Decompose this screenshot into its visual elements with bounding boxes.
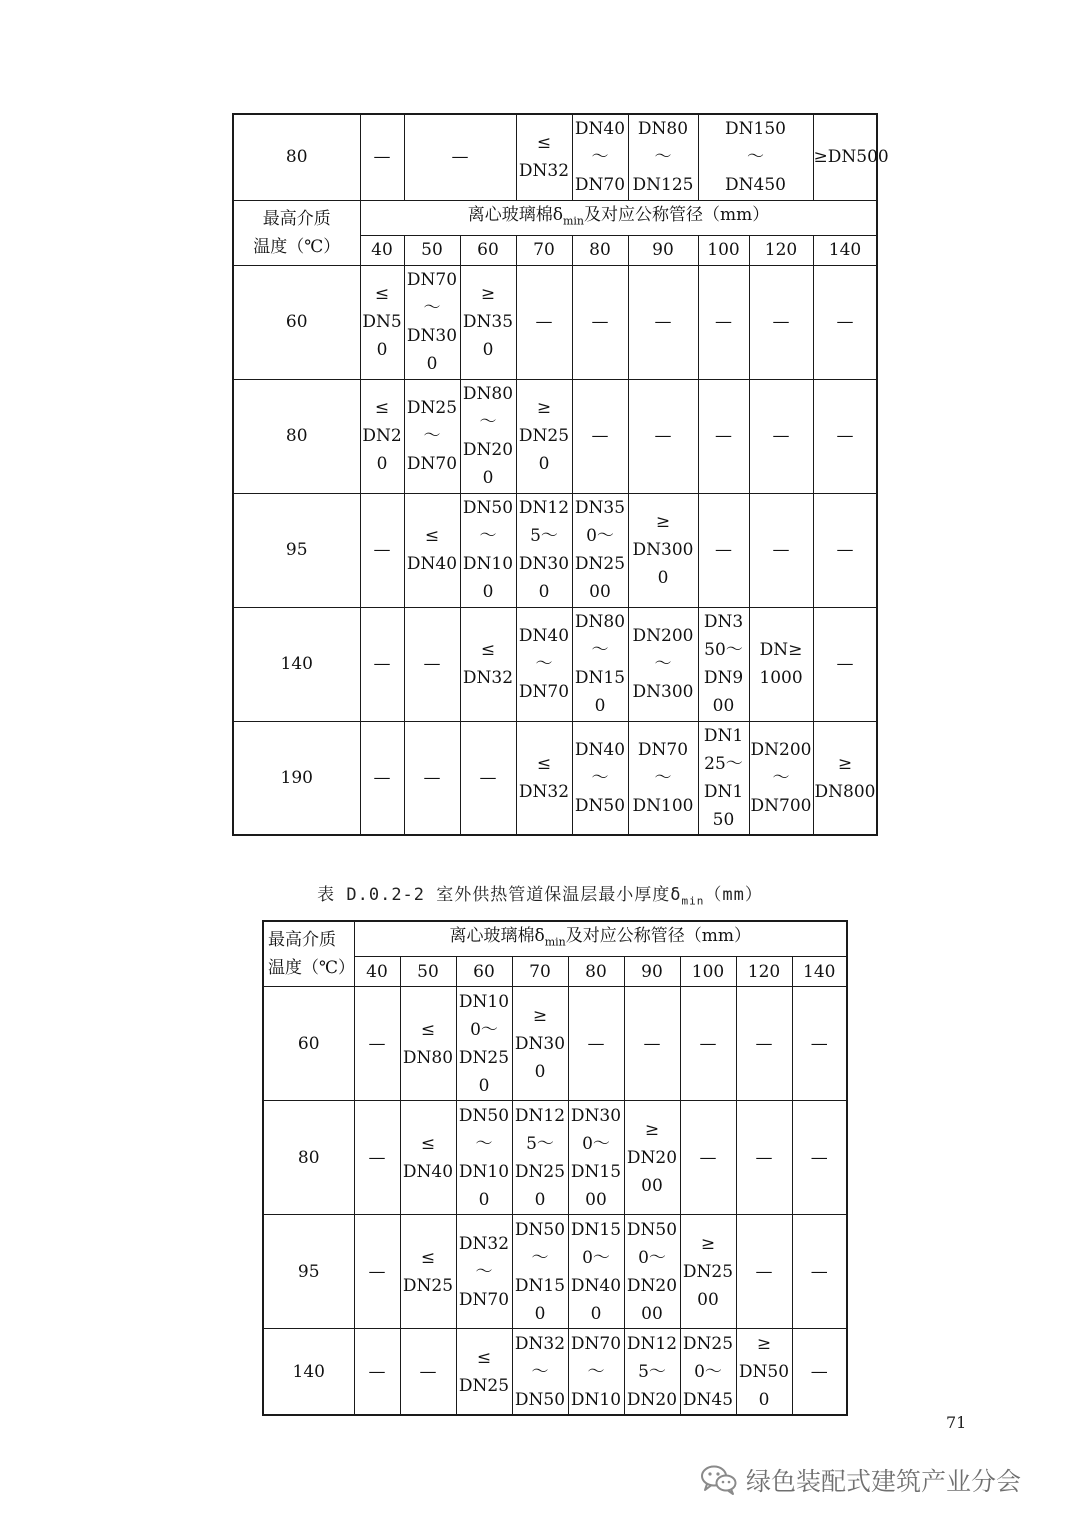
table-cell: DN40 ～ DN50: [572, 721, 628, 835]
table-cell: DN80 ～ DN15 0: [572, 607, 628, 721]
insulation-table-1: [232, 113, 889, 836]
column-group-header: [354, 921, 847, 957]
table-cell: DN25 0～ DN45: [680, 1329, 736, 1415]
table-cell: —: [749, 265, 813, 379]
table-cell: —: [624, 987, 680, 1101]
table-cell: —: [698, 379, 749, 493]
table-cell: DN3 50～ DN9 00: [698, 607, 749, 721]
table-cell: —: [736, 987, 792, 1101]
table-cell: —: [572, 265, 628, 379]
table-cell: —: [680, 987, 736, 1101]
temperature-cell: 60: [263, 987, 354, 1101]
table-cell: DN40 ～ DN70: [516, 607, 572, 721]
table-cell: DN25 ～ DN70: [404, 379, 460, 493]
table-cell: DN35 0～ DN25 00: [572, 493, 628, 607]
caption-text: 表 D.0.2-2 室外供热管道保温层最小厚度δ: [317, 885, 682, 905]
table-cell: DN50 ～ DN10 0: [460, 493, 516, 607]
table-cell: —: [749, 493, 813, 607]
table-cell: —: [568, 987, 624, 1101]
table-cell: —: [354, 1101, 400, 1215]
corner-header: 最高介质 温度（℃）: [233, 200, 360, 265]
table-cell: —: [792, 987, 847, 1101]
column-header: 100: [680, 957, 736, 987]
table-cell: —: [736, 1101, 792, 1215]
table-cell: ≥ DN35 0: [460, 265, 516, 379]
watermark: [700, 1460, 1021, 1500]
table-cell: ≥ DN50 0: [736, 1329, 792, 1415]
table-row: [233, 265, 877, 379]
table-cell: DN150 ～ DN450: [698, 114, 813, 200]
column-header: 60: [460, 235, 516, 265]
table-cell: —: [360, 607, 404, 721]
table-cell: DN32 ～ DN70: [456, 1215, 512, 1329]
group-header-text: 离心玻璃棉δ: [449, 926, 545, 946]
table-cell: —: [460, 721, 516, 835]
table-cell: DN200 ～ DN300: [628, 607, 698, 721]
temperature-cell: 95: [233, 493, 360, 607]
column-header: 40: [360, 235, 404, 265]
column-header: 50: [404, 235, 460, 265]
table-cell: DN10 0～ DN25 0: [456, 987, 512, 1101]
group-header-sub: min: [544, 935, 566, 949]
caption-sub: min: [681, 894, 705, 908]
table-cell: DN32 ～ DN50: [512, 1329, 568, 1415]
column-header: 50: [400, 957, 456, 987]
table-cell: —: [792, 1329, 847, 1415]
table-cell: ≤ DN40: [400, 1101, 456, 1215]
table-cell: ≥ DN20 00: [624, 1101, 680, 1215]
table-cell: DN70 ～ DN100: [628, 721, 698, 835]
table-cell: —: [813, 493, 877, 607]
table-cell: DN80 ～ DN125: [628, 114, 698, 200]
table-cell: —: [792, 1101, 847, 1215]
table-row: [263, 1101, 847, 1215]
table-cell: ≥ DN30 0: [512, 987, 568, 1101]
table-cell: DN12 5～ DN20: [624, 1329, 680, 1415]
table-cell: DN15 0～ DN40 0: [568, 1215, 624, 1329]
temperature-cell: 80: [233, 114, 360, 200]
table-cell: —: [360, 114, 404, 200]
table-cell: DN50 ～ DN15 0: [512, 1215, 568, 1329]
caption-unit: （mm）: [704, 885, 763, 905]
table-row: [263, 1215, 847, 1329]
table-cell: —: [792, 1215, 847, 1329]
group-header-sub: min: [562, 213, 585, 227]
page-number: 71: [946, 1413, 967, 1432]
table-cell: —: [572, 379, 628, 493]
table-cell: ≤ DN32: [460, 607, 516, 721]
column-header: 40: [354, 957, 400, 987]
temperature-cell: 80: [263, 1101, 354, 1215]
table-cell: —: [404, 607, 460, 721]
table-cell: —: [400, 1329, 456, 1415]
table-cell: ≥ DN300 0: [628, 493, 698, 607]
table-cell: ≤ DN5 0: [360, 265, 404, 379]
wechat-icon: [700, 1464, 738, 1496]
temperature-cell: 95: [263, 1215, 354, 1329]
table-cell: DN30 0～ DN15 00: [568, 1101, 624, 1215]
table-cell: DN40 ～ DN70: [572, 114, 628, 200]
table-cell: —: [628, 265, 698, 379]
table-row: [233, 114, 877, 200]
corner-header: 最高介质 温度（℃）: [263, 921, 354, 987]
group-header-text: 离心玻璃棉δ: [467, 204, 563, 225]
column-header: 140: [813, 235, 877, 265]
column-header: 80: [572, 235, 628, 265]
column-group-header: [360, 200, 877, 235]
table-cell: ≥DN500: [813, 114, 877, 200]
temperature-cell: 190: [233, 721, 360, 835]
table-cell: —: [516, 265, 572, 379]
column-header: 90: [628, 235, 698, 265]
table-cell: ≤ DN32: [516, 114, 572, 200]
table-header-row: [263, 921, 847, 957]
table-cell: —: [813, 265, 877, 379]
table-cell: DN70 ～ DN30 0: [404, 265, 460, 379]
table-cell: —: [749, 379, 813, 493]
table-row: [233, 493, 877, 607]
table-cell: ≤ DN32: [516, 721, 572, 835]
table-cell: —: [813, 607, 877, 721]
insulation-table-2: [262, 920, 848, 1416]
watermark-text: 绿色装配式建筑产业分会: [746, 1467, 1022, 1496]
table-cell: —: [628, 379, 698, 493]
table-cell: —: [698, 493, 749, 607]
table-cell: DN200 ～ DN700: [749, 721, 813, 835]
table-cell: DN1 25～ DN1 50: [698, 721, 749, 835]
table-cell: —: [680, 1101, 736, 1215]
table-row: [263, 1329, 847, 1415]
table-cell: DN50 0～ DN20 00: [624, 1215, 680, 1329]
column-header: 70: [516, 235, 572, 265]
table-cell: ≤ DN25: [400, 1215, 456, 1329]
table-row: [233, 379, 877, 493]
column-header: 120: [736, 957, 792, 987]
table-cell: ≤ DN40: [404, 493, 460, 607]
table-cell: —: [813, 379, 877, 493]
table-caption: [0, 880, 1080, 907]
table-cell: ≤ DN2 0: [360, 379, 404, 493]
temperature-cell: 60: [233, 265, 360, 379]
table-header-row: [233, 200, 877, 235]
table-cell: DN12 5～ DN25 0: [512, 1101, 568, 1215]
column-header: 120: [749, 235, 813, 265]
table-cell: DN70 ～ DN10: [568, 1329, 624, 1415]
column-header: 100: [698, 235, 749, 265]
table-cell: —: [354, 1215, 400, 1329]
column-header: 60: [456, 957, 512, 987]
table-cell: —: [698, 265, 749, 379]
group-header-suffix: 及对应公称管径（mm）: [565, 926, 752, 946]
table-cell: DN80 ～ DN20 0: [460, 379, 516, 493]
table-cell: —: [360, 721, 404, 835]
table-cell: —: [354, 987, 400, 1101]
table-cell: —: [736, 1215, 792, 1329]
temperature-cell: 140: [233, 607, 360, 721]
table-cell: ≥ DN800: [813, 721, 877, 835]
temperature-cell: 140: [263, 1329, 354, 1415]
table-cell: DN≥ 1000: [749, 607, 813, 721]
table-cell: DN12 5～ DN30 0: [516, 493, 572, 607]
temperature-cell: 80: [233, 379, 360, 493]
table-cell: ≤ DN80: [400, 987, 456, 1101]
column-header: 140: [792, 957, 847, 987]
column-header: 90: [624, 957, 680, 987]
table-cell: ≤ DN25: [456, 1329, 512, 1415]
table-row: [233, 721, 877, 835]
table-row: [263, 987, 847, 1101]
table-cell: ≥ DN25 0: [516, 379, 572, 493]
table-cell: —: [354, 1329, 400, 1415]
table-cell: —: [404, 114, 516, 200]
table-cell: —: [360, 493, 404, 607]
table-cell: DN50 ～ DN10 0: [456, 1101, 512, 1215]
column-header: 70: [512, 957, 568, 987]
group-header-suffix: 及对应公称管径（mm）: [584, 204, 770, 225]
table-row: [233, 607, 877, 721]
table-cell: ≥ DN25 00: [680, 1215, 736, 1329]
table-cell: —: [404, 721, 460, 835]
column-header: 80: [568, 957, 624, 987]
